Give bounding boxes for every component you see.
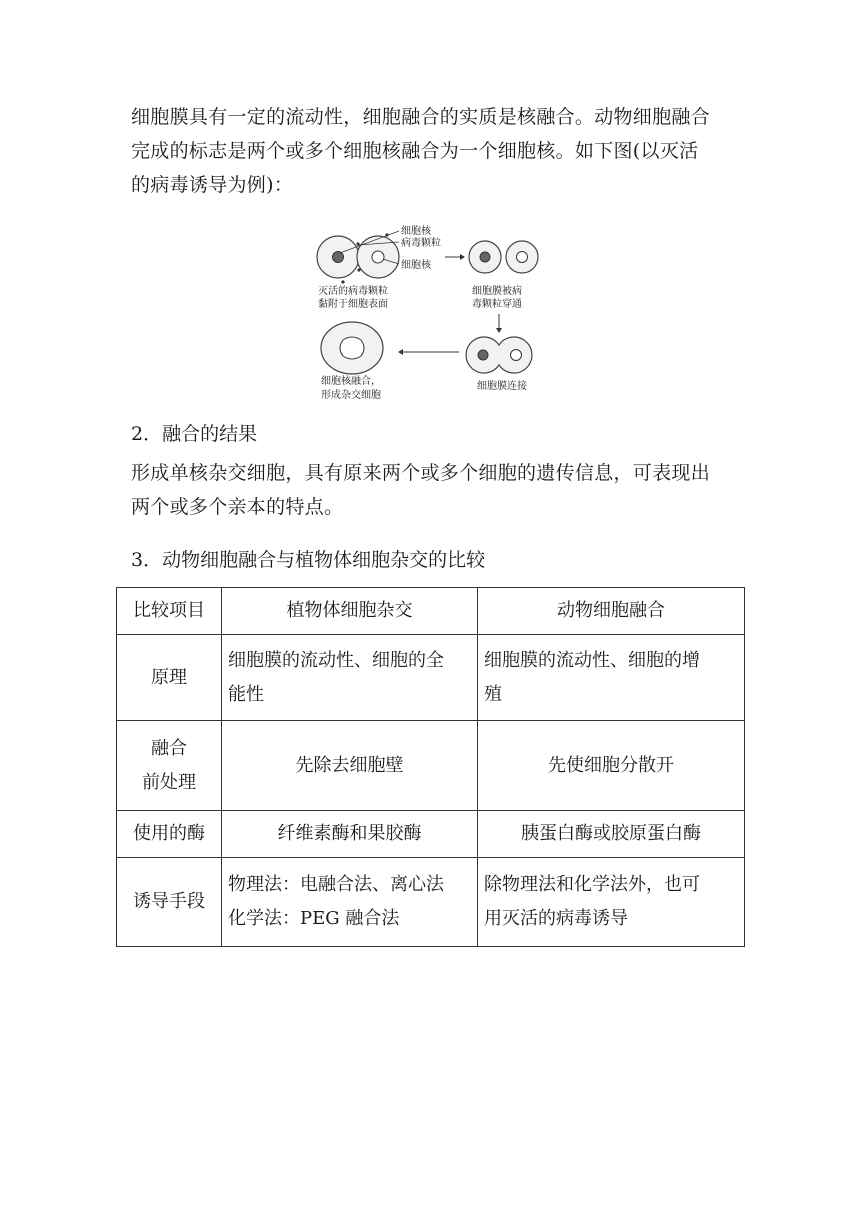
animal-cell [478, 721, 745, 811]
plant-cell [222, 858, 478, 947]
cell-line: 物理法：电融合法、离心法 [228, 874, 444, 895]
caption-step1: 黏附于细胞表面 [318, 299, 388, 310]
nucleus-dark [480, 252, 490, 262]
label-virus: 病毒颗粒 [401, 238, 441, 249]
header-cell: 植物体细胞杂交 [222, 588, 478, 635]
cell-line: 细胞膜的流动性、细胞的增 [484, 649, 700, 671]
arrow-head [398, 349, 403, 355]
cell-line: 先除去细胞壁 [295, 754, 404, 776]
caption-step1: 灭活的病毒颗粒 [318, 286, 388, 297]
cell-line: 除物理法和化学法外，也可 [484, 874, 700, 895]
header-cell: 动物细胞融合 [478, 588, 745, 635]
section2-line: 形成单核杂交细胞，具有原来两个或多个细胞的遗传信息，可表现出 [131, 462, 711, 484]
intro-line: 细胞膜具有一定的流动性，细胞融合的实质是核融合。动物细胞融合 [131, 106, 711, 128]
nucleus-light [511, 350, 522, 361]
cell-fusion-figure [313, 222, 545, 404]
plant-cell [222, 721, 478, 811]
animal-cell [478, 635, 745, 721]
label-nucleus: 细胞核 [401, 260, 431, 271]
cell-line: 使用的酶 [133, 823, 205, 844]
cell-line: 化学法：PEG 融合法 [228, 908, 400, 929]
animal-cell [478, 811, 745, 858]
plant-cell [222, 811, 478, 858]
plant-cell [222, 635, 478, 721]
section2-paragraph [131, 456, 731, 524]
table-header-row [117, 588, 745, 635]
row-item-cell [117, 811, 222, 858]
cell-line: 原理 [151, 666, 187, 688]
caption-step4: 形成杂交细胞 [321, 390, 381, 401]
table-row [117, 635, 745, 721]
table-row [117, 858, 745, 947]
cell-line: 前处理 [142, 771, 196, 793]
cell-line: 纤维素酶和果胶酶 [277, 823, 422, 844]
section2-line: 两个或多个亲本的特点。 [131, 496, 344, 518]
label-nucleus: 细胞核 [401, 226, 431, 237]
nucleus-light [372, 251, 384, 263]
cell-line: 融合 [151, 737, 187, 759]
cell-line: 胰蛋白酶或胶原蛋白酶 [521, 823, 701, 844]
caption-step2: 毒颗粒穿通 [472, 299, 522, 310]
connected-cells-outline [466, 337, 532, 373]
intro-paragraph [131, 100, 731, 202]
table-row [117, 811, 745, 858]
cell-line: 殖 [484, 683, 502, 705]
caption-step4: 细胞核融合， [321, 376, 381, 387]
cell-line: 细胞膜的流动性、细胞的全 [228, 649, 444, 671]
section2-heading: 2．融合的结果 [131, 423, 258, 445]
nucleus-dark [333, 252, 344, 263]
fused-nucleus [340, 337, 364, 359]
cell-line: 诱导手段 [133, 891, 205, 912]
cell-line: 能性 [228, 683, 264, 705]
cell-line: 用灭活的病毒诱导 [484, 908, 628, 929]
table-row [117, 721, 745, 811]
arrow-head [496, 328, 502, 333]
intro-line: 的病毒诱导为例)： [131, 174, 294, 196]
nucleus-dark [478, 350, 488, 360]
comparison-table [116, 587, 745, 947]
cell-line: 先使细胞分散开 [548, 754, 674, 776]
row-item-cell [117, 635, 222, 721]
header-cell: 比较项目 [117, 588, 222, 635]
caption-step2: 细胞膜被病 [472, 286, 522, 297]
animal-cell [478, 858, 745, 947]
nucleus-light [517, 252, 528, 263]
intro-line: 完成的标志是两个或多个细胞核融合为一个细胞核。如下图(以灭活 [131, 140, 699, 162]
arrow-head [460, 254, 465, 260]
section3-heading: 3．动物细胞融合与植物体细胞杂交的比较 [131, 549, 486, 571]
row-item-cell [117, 721, 222, 811]
row-item-cell [117, 858, 222, 947]
caption-step3: 细胞膜连接 [477, 381, 527, 392]
